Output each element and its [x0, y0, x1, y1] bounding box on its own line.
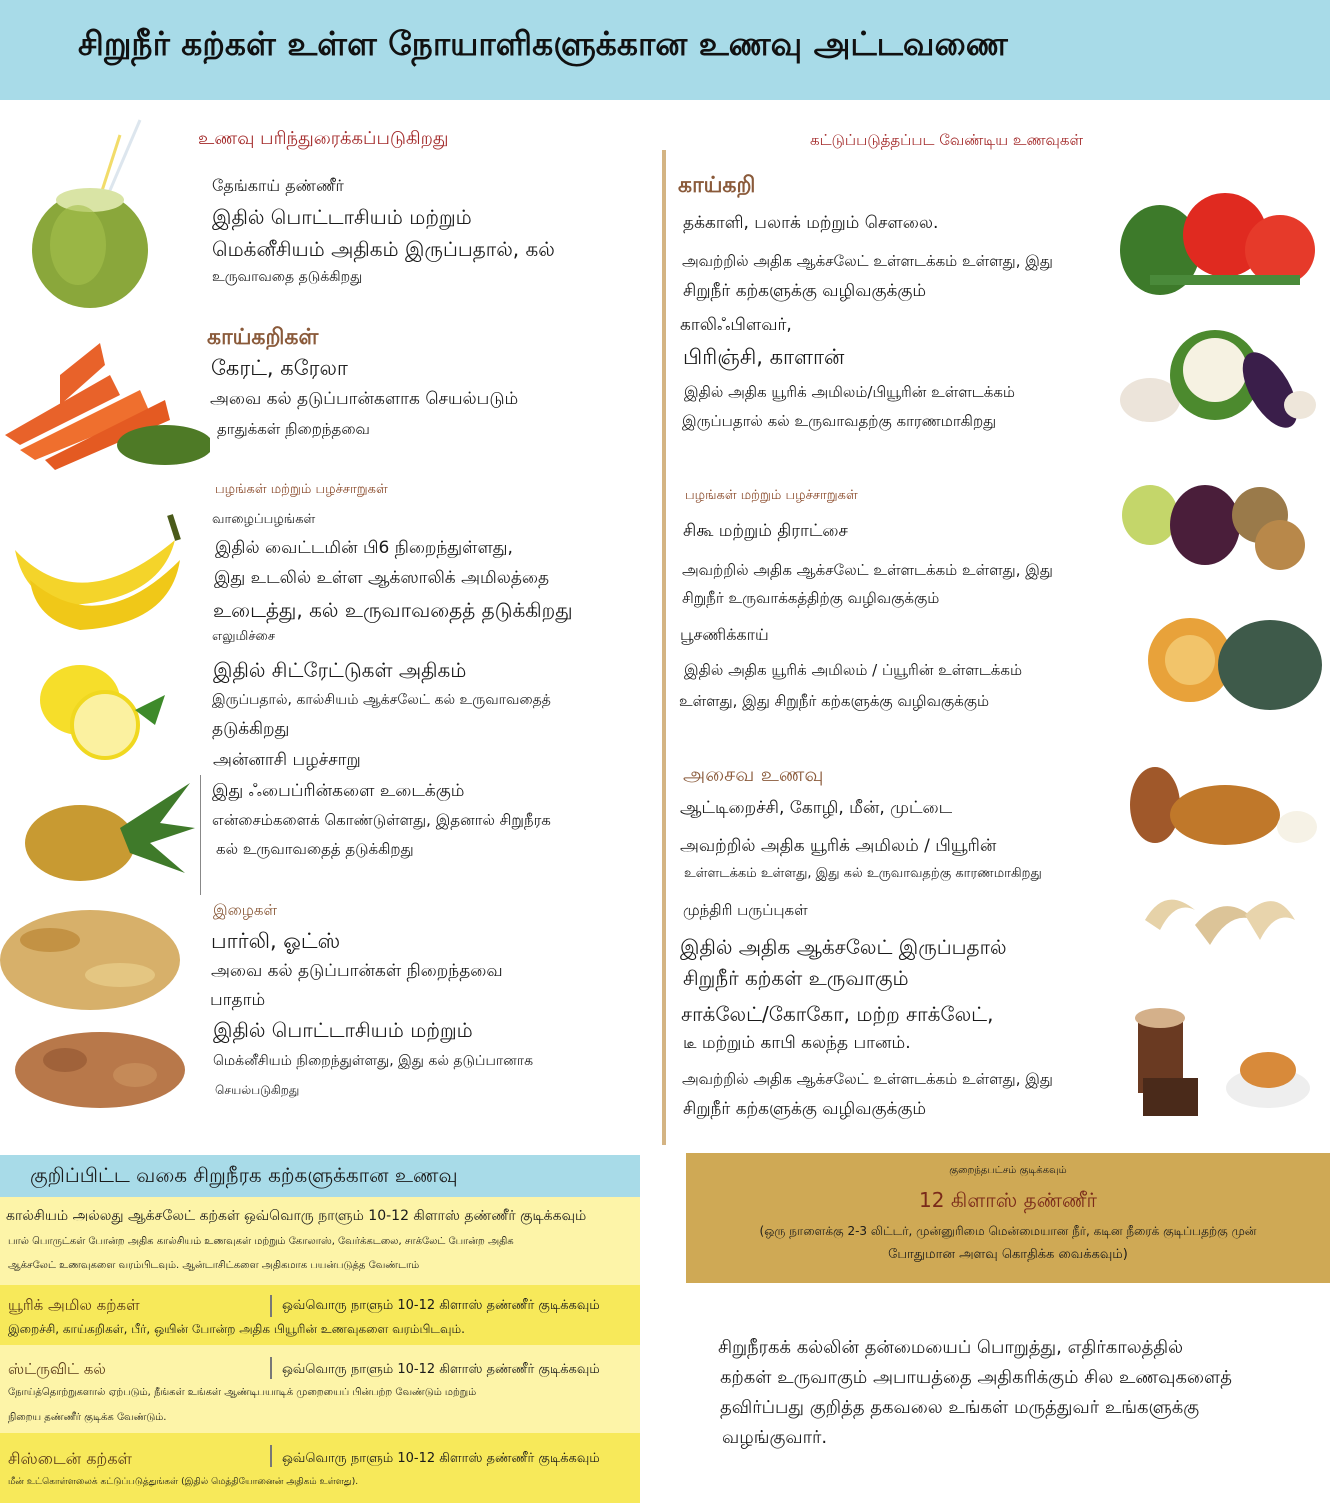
grains-line1: அவை கல் தடுப்பான்கள் நிறைந்தவை — [211, 961, 503, 981]
lemon-line3: தடுக்கிறது — [212, 719, 290, 739]
grains-name: பார்லி, ஓட்ஸ் — [211, 929, 341, 953]
almond-image — [15, 1020, 190, 1110]
chocolate-tea-image — [1128, 1008, 1313, 1120]
meat-line1: அவற்றில் அதிக யூரிக் அமிலம் / பியூரின் — [680, 836, 997, 856]
cystine-row — [0, 1433, 640, 1503]
lemon-line1: இதில் சிட்ரேட்டுகள் அதிகம் — [213, 658, 467, 682]
uric-title: யூரிக் அமில கற்கள் — [8, 1296, 140, 1314]
grapes-chikoo-image — [1115, 470, 1310, 575]
water-small: குறைந்தபட்சம் குடிக்கவும் — [949, 1165, 1067, 1176]
note-line1: சிறுநீரகக் கல்லின் தன்மையைப் பொறுத்து, எதிர்காலத்தில் — [718, 1337, 1184, 1358]
restricted-heading: கட்டுப்படுத்தப்பட வேண்டிய உணவுகள் — [810, 131, 1084, 149]
coconut-line3: உருவாவதை தடுக்கிறது — [212, 269, 363, 285]
struvite-water: ஒவ்வொரு நாளும் 10-12 கிளாஸ் தண்ணீர் குடிக்கவும் — [282, 1362, 600, 1377]
stone-types-header — [0, 1155, 640, 1197]
calcium-line2: பால் பொருட்கள் போன்ற அதிக கால்சியம் உணவுகள் மற்றும் கோலாஸ், வேர்க்கடலை, சாக்லேட் போன்ற அதிக — [8, 1236, 514, 1247]
pumpkin-line1: இதில் அதிக யூரிக் அமிலம் / ப்யூரின் உள்ளடக்கம் — [684, 661, 1023, 679]
almond-line3: செயல்படுகிறது — [215, 1083, 300, 1097]
banana-line2: இது உடலில் உள்ள ஆக்ஸாலிக் அமிலத்தை — [214, 568, 550, 588]
lemon-line2: இருப்பதால், கால்சியம் ஆக்சலேட் கல் உருவாவதைத் — [212, 692, 551, 708]
calcium-line1: கால்சியம் அல்லது ஆக்சலேட் கற்கள் ஒவ்வொரு நாளும் 10-12 கிளாஸ் தண்ணீர் குடிக்கவும் — [6, 1208, 587, 1224]
right-veg-line1: அவற்றில் அதிக ஆக்சலேட் உள்ளடக்கம் உள்ளது, இது — [682, 252, 1053, 270]
barley-image — [0, 900, 185, 1015]
almond-line1: இதில் பொட்டாசியம் மற்றும் — [213, 1018, 473, 1042]
right-fruit-name: சிகூ மற்றும் திராட்சை — [683, 521, 848, 541]
pumpkin-line2: உள்ளது, இது சிறுநீர் கற்களுக்கு வழிவகுக்கும் — [679, 692, 990, 710]
pineapple-name: அன்னாசி பழச்சாறு — [213, 750, 361, 770]
uric-row — [0, 1285, 640, 1345]
cauliflower-brinjal-image — [1110, 320, 1320, 435]
water-box — [686, 1153, 1330, 1283]
cashew-image — [1135, 880, 1300, 955]
struvite-title: ஸ்ட்ருவிட் கல் — [8, 1360, 106, 1378]
coconut-line2: மெக்னீசியம் அதிகம் இருப்பதால், கல் — [212, 237, 555, 261]
struvite-line1: நோய்த்தொற்றுகளால் ஏற்படும், நீங்கள் உங்கள் ஆண்டிபயாடிக் முறையைப் பின்பற்ற வேண்டும் மற்றும் — [8, 1387, 477, 1398]
right-veg-name2a: காலிஃபிளவர், — [680, 315, 792, 335]
note-line3: தவிர்ப்பது குறித்த தகவலை உங்கள் மருத்துவர் உங்களுக்கு — [720, 1397, 1200, 1418]
cashew-line2: சிறுநீர் கற்கள் உருவாகும் — [683, 966, 909, 990]
cystine-separator — [270, 1445, 272, 1467]
meat-fish-egg-image — [1125, 765, 1325, 860]
coconut-name: தேங்காய் தண்ணீர் — [212, 176, 344, 195]
water-title: 12 கிளாஸ் தண்ணீர் — [919, 1188, 1097, 1212]
note-line2: கற்கள் உருவாகும் அபாயத்தை அதிகரிக்கும் சில உணவுகளைத் — [720, 1367, 1232, 1388]
grains-heading: இழைகள் — [213, 901, 277, 919]
recommended-heading: உணவு பரிந்துரைக்கப்படுகிறது — [198, 128, 449, 149]
lemon-name: எலுமிச்சை — [212, 629, 276, 644]
chocolate-line1: சாக்லேட்/கோகோ, மற்ற சாக்லேட், — [681, 1002, 994, 1026]
cystine-line1: மீன் உட்கொள்ளலைக் கட்டுப்படுத்துங்கள் (இதில் மெத்தியோனைன் அதிகம் உள்ளது). — [8, 1477, 359, 1487]
banana-line1: இதில் வைட்டமின் பி6 நிறைந்துள்ளது, — [215, 538, 513, 558]
chocolate-line3: அவற்றில் அதிக ஆக்சலேட் உள்ளடக்கம் உள்ளது, இது — [682, 1070, 1053, 1088]
right-fruit-line1: அவற்றில் அதிக ஆக்சலேட் உள்ளடக்கம் உள்ளது, இது — [682, 561, 1053, 579]
divider-line — [200, 775, 201, 895]
carrot-karela-image — [0, 335, 210, 475]
pineapple-line3: கல் உருவாவதைத் தடுக்கிறது — [216, 840, 414, 858]
uric-separator — [270, 1295, 272, 1317]
water-line2: போதுமான அளவு கொதிக்க வைக்கவும்) — [888, 1247, 1128, 1262]
left-fruit-heading: பழங்கள் மற்றும் பழச்சாறுகள் — [215, 482, 388, 497]
coconut-image — [20, 115, 150, 310]
page-title: சிறுநீர் கற்கள் உள்ள நோயாளிகளுக்கான உணவு அட்டவணை — [78, 24, 1008, 63]
lemon-image — [35, 655, 175, 765]
left-veg-line1: அவை கல் தடுப்பான்களாக செயல்படும் — [210, 389, 519, 409]
cashew-name: முந்திரி பருப்புகள் — [683, 901, 808, 919]
meat-line2: உள்ளடக்கம் உள்ளது, இது கல் உருவாவதற்கு காரணமாகிறது — [684, 866, 1042, 881]
right-fruit-line2: சிறுநீர் உருவாக்கத்திற்கு வழிவகுக்கும் — [682, 589, 940, 607]
uric-line1: இறைச்சி, காய்கறிகள், பீர், ஒயின் போன்ற அதிக பியூரின் உணவுகளை வரம்பிடவும். — [8, 1322, 465, 1336]
uric-water: ஒவ்வொரு நாளும் 10-12 கிளாஸ் தண்ணீர் குடிக்கவும் — [282, 1298, 600, 1313]
water-line1: (ஒரு நாளைக்கு 2-3 லிட்டர், முன்னுரிமை மென்மையான நீர், கடின நீரைக் குடிப்பதற்கு முன் — [759, 1224, 1257, 1238]
banana-line3: உடைத்து, கல் உருவாவதைத் தடுக்கிறது — [213, 598, 573, 622]
meat-name: ஆட்டிறைச்சி, கோழி, மீன், முட்டை — [680, 798, 953, 818]
chocolate-line4: சிறுநீர் கற்களுக்கு வழிவகுக்கும் — [683, 1099, 927, 1119]
banana-image — [10, 510, 190, 640]
note-line4: வழங்குவார். — [722, 1427, 828, 1448]
stone-types-title: குறிப்பிட்ட வகை சிறுநீரக கற்களுக்கான உணவு — [30, 1163, 458, 1187]
left-veg-name: கேரட், கரேலா — [211, 356, 348, 380]
right-veg-name: தக்காளி, பலாக் மற்றும் சௌலை. — [683, 213, 939, 233]
right-veg-line3: இதில் அதிக யூரிக் அமிலம்/பியூரின் உள்ளடக்கம் — [684, 383, 1015, 401]
header-banner — [0, 0, 1330, 100]
left-veg-line2: தாதுக்கள் நிறைந்தவை — [217, 420, 370, 438]
right-veg-name2b: பிரிஞ்சி, காளான் — [683, 345, 845, 369]
right-veg-heading: காய்கறி — [678, 173, 756, 198]
pineapple-line1: இது ஃபைப்ரின்களை உடைக்கும் — [212, 781, 465, 801]
coconut-line1: இதில் பொட்டாசியம் மற்றும் — [212, 205, 472, 229]
pumpkin-name: பூசணிக்காய் — [680, 625, 769, 644]
tomato-spinach-image — [1120, 185, 1320, 300]
cystine-title: சிஸ்டைன் கற்கள் — [8, 1449, 132, 1468]
pineapple-image — [20, 778, 195, 888]
struvite-separator — [270, 1357, 272, 1379]
banana-name: வாழைப்பழங்கள் — [212, 512, 316, 527]
pineapple-line2: என்சைம்களைக் கொண்டுள்ளது, இதனால் சிறுநீரக — [212, 811, 551, 829]
column-divider — [662, 150, 666, 1145]
meat-heading: அசைவ உணவு — [683, 762, 824, 786]
cashew-line1: இதில் அதிக ஆக்சலேட் இருப்பதால் — [680, 935, 1007, 959]
struvite-line2: நிறைய தண்ணீர் குடிக்க வேண்டும். — [8, 1412, 167, 1423]
right-fruit-heading: பழங்கள் மற்றும் பழச்சாறுகள் — [685, 488, 858, 503]
almond-line2: மெக்னீசியம் நிறைந்துள்ளது, இது கல் தடுப்பானாக — [213, 1053, 534, 1069]
almond-name: பாதாம் — [210, 990, 266, 1010]
left-veg-heading: காய்கறிகள் — [207, 325, 319, 350]
right-veg-line2: சிறுநீர் கற்களுக்கு வழிவகுக்கும் — [683, 281, 927, 301]
chocolate-line2: டீ மற்றும் காபி கலந்த பானம். — [683, 1033, 911, 1053]
pumpkin-image — [1145, 605, 1325, 715]
right-veg-line4: இருப்பதால் கல் உருவாவதற்கு காரணமாகிறது — [682, 412, 997, 430]
cystine-water: ஒவ்வொரு நாளும் 10-12 கிளாஸ் தண்ணீர் குடிக்கவும் — [282, 1451, 600, 1466]
calcium-line3: ஆக்சலேட் உணவுகளை வரம்பிடவும். ஆன்டாசிட்களை அதிகமாக பயன்படுத்த வேண்டாம் — [8, 1260, 420, 1271]
